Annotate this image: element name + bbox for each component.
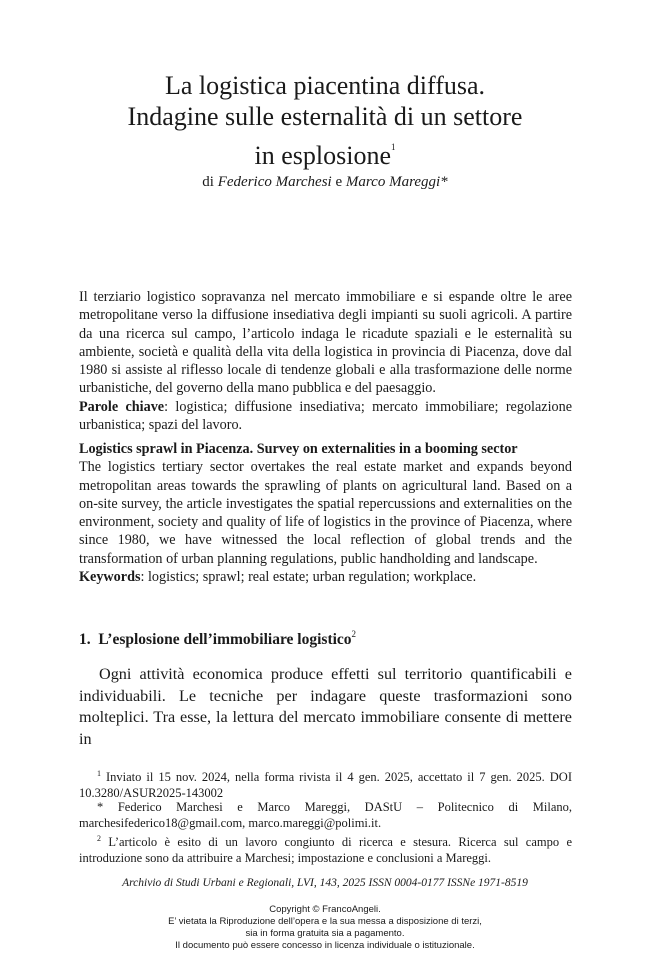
footnote-2 (79, 831, 572, 866)
author-byline (60, 174, 590, 191)
keywords-en: : logistics; sprawl; real estate; urban regulation; workplace. (140, 569, 477, 586)
footnote-2-text: L’articolo è esito di un lavoro congiunto di ricerca e stesura. Ricerca sul campo e introduzione sono da attribuire a Marchesi; impostazione e conclusioni a Mareggi. (79, 835, 572, 865)
section-title: L’esplosione dell’immobiliare logistico (98, 631, 352, 648)
author-name-1: Federico Marchesi (217, 174, 332, 190)
footnote-1-text: Inviato il 15 nov. 2024, nella forma rivista il 4 gen. 2025, accettato il 7 gen. 2025. DOI 10.3280/ASUR2025-143002 (79, 770, 572, 800)
abstract-italian (79, 288, 572, 434)
copyright-line-1: Copyright © FrancoAngeli. (269, 904, 381, 915)
journal-info: Archivio di Studi Urbani e Regionali, LVI, 143, 2025 ISSN 0004-0177 ISSNe 1971-8519 (122, 877, 528, 889)
copyright-line-2: E’ vietata la Riproduzione dell’opera e la sua messa a disposizione di terzi, (168, 916, 482, 927)
author-name-2: Marco Mareggi* (345, 174, 448, 190)
abstract-english (79, 440, 572, 586)
copyright-line-3: sia in forma gratuita sia a pagamento. (245, 928, 405, 939)
title-line-3-text: in esplosione (254, 141, 391, 170)
section-footnote-mark[interactable]: 2 (351, 629, 357, 639)
footnote-author (79, 799, 572, 831)
article-title (60, 70, 590, 171)
byline-conjunction: e (335, 174, 343, 190)
copyright-notice (60, 904, 590, 952)
english-title: Logistics sprawl in Piacenza. Survey on externalities in a booming sector (79, 441, 518, 457)
title-line-1: La logistica piacentina diffusa. (164, 71, 486, 100)
keywords-label-it: Parole chiave (79, 398, 165, 415)
keywords-it: : logistica; diffusione insediativa; mercato immobiliare; regolazione urbanistica; spazi del lavoro. (79, 398, 572, 434)
keywords-label-en: Keywords (79, 569, 141, 586)
footnote-1-mark: 1 (97, 769, 101, 778)
section-heading (79, 629, 356, 649)
footnote-2-mark: 2 (97, 834, 101, 843)
body-paragraph: Ogni attività economica produce effetti sul territorio quantificabili e individuabili. Le tecniche per indagare queste trasformazioni sono molteplici. Tra esse, la lettura del mercato immobiliare consente di mettere in (79, 665, 572, 748)
abstract-english-text: The logistics tertiary sector overtakes the real estate market and expands beyond metropolitan areas towards the sprawling of plants on agricultural land. Based on a on-site survey, the article investigates the spatial repercussions and externalities on the environment, society and quality of life of logistics in the province of Piacenza, where since 1980, we have witnessed the local reflection of global trends and the transformation of urban planning regulations, public handholding and landscape. (79, 459, 572, 567)
abstract-italian-text: Il terziario logistico sopravanza nel mercato immobiliare e si espande oltre le aree metropolitane verso la diffusione insediativa degli impianti su suoli agricoli. A partire da una ricerca sul campo, l’articolo indaga le ricadute spaziali e le esternalità su ambiente, società e qualità della vita della logistica in provincia di Piacenza, dove dal 1980 si assiste al riflesso locale di tendenze globali e alla trasformazione delle norme urbanistiche, del governo della mano pubblica e del paesaggio. (79, 289, 572, 397)
title-line-3 (60, 132, 590, 171)
copyright-line-4: Il documento può essere concesso in licenza individuale o istituzionale. (175, 940, 475, 951)
byline-prefix: di (202, 174, 214, 190)
footnote-1 (79, 766, 572, 801)
title-footnote-mark[interactable]: 1 (391, 142, 396, 152)
footnote-author-text: * Federico Marchesi e Marco Mareggi, DAStU – Politecnico di Milano, marchesifederico18@gmail.com, marco.mareggi@polimi.it. (79, 800, 572, 830)
title-line-2: Indagine sulle esternalità di un settore (127, 102, 523, 131)
section-number: 1. (79, 631, 91, 648)
